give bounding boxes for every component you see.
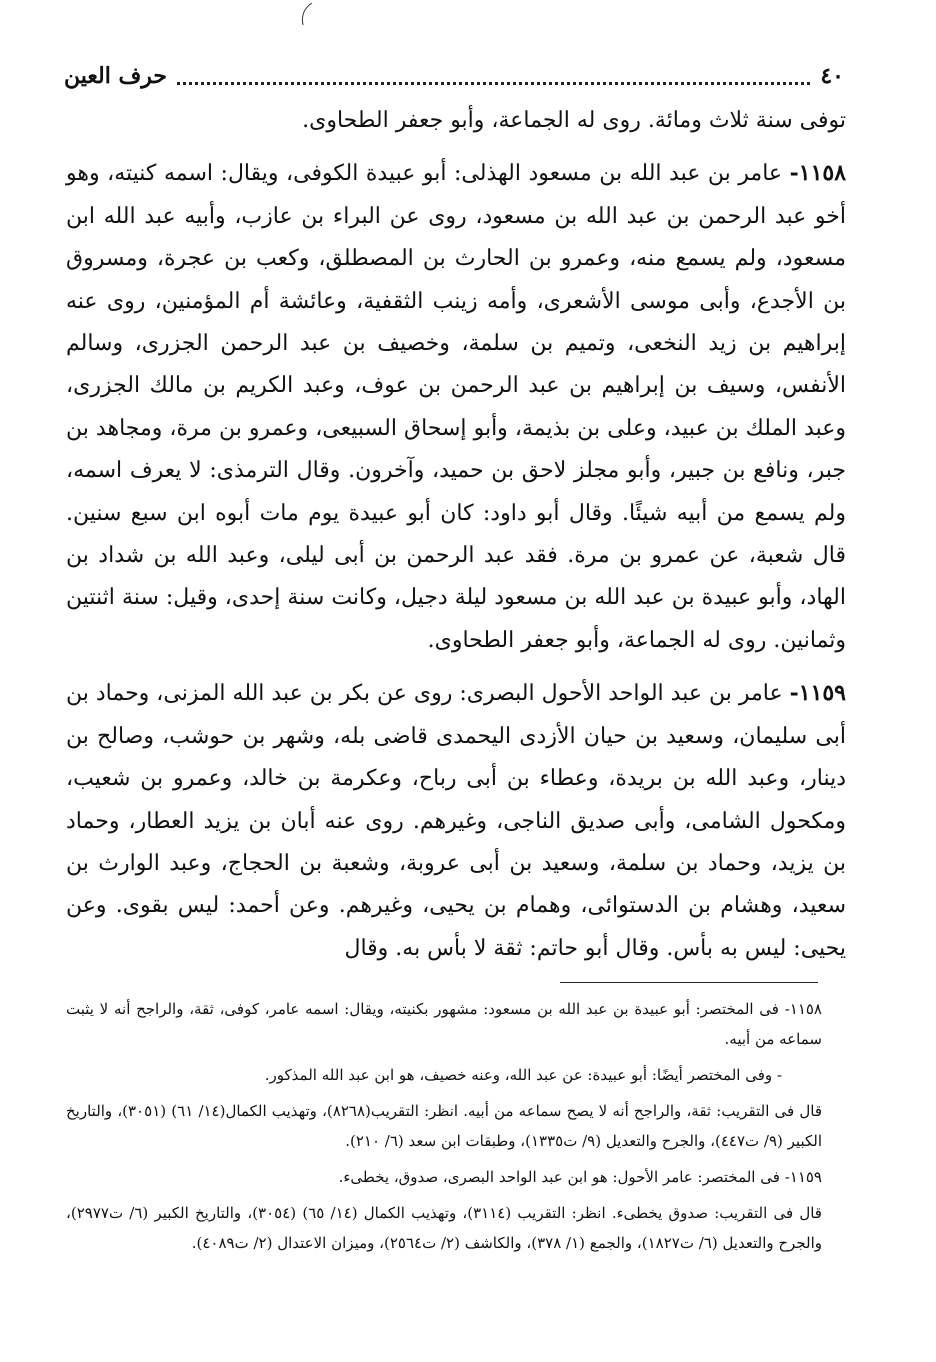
footnote-1158-b: - وفى المختصر أيضًا: أبو عبيدة: عن عبد الله، وعنه خصيف، هو ابن عبد الله المذكور.: [264, 1066, 782, 1084]
intro-line: توفى سنة ثلاث ومائة. روى له الجماعة، وأبو جعفر الطحاوى.: [302, 108, 846, 133]
footnote-1158-c: قال فى التقريب: ثقة، والراجح أنه لا يصح سماعه من أبيه. انظر: التقريب(٨٢٦٨)، وتهذيب الكمال(١٤/ ٦١) (٣٠٥١)، والتاريخ الكبير (٩/ ت٤٤٧)، والجرح والتعديل (٩/ ت١٣٣٥)، وطبقات ابن سعد (٦/ ٢١٠).: [66, 1102, 822, 1150]
page-number: ٤٠: [820, 63, 844, 89]
pen-stroke-mark: [298, 2, 316, 26]
entry-text-1158: عامر بن عبد الله بن مسعود الهذلى: أبو عبيدة الكوفى، ويقال: اسمه كنيته، وهو أخو عبد الرحمن بن عبد الله بن مسعود، روى عن البراء بن عازب، وأبيه عبد الله ابن مسعود، ولم يسمع منه، وعمرو بن الحارث بن المصطلق، وكعب بن عجرة، ومسروق بن الأجدع، وأبى موسى الأشعرى، وأمه زينب الثقفية، وعائشة أم المؤمنين، روى عنه إبراهيم بن زيد النخعى، وتميم بن سلمة، وخصيف بن عبد الرحمن الجزرى، وسالم الأنفس، وسيف بن إبراهيم بن عبد الرحمن بن عوف، وعبد الكريم بن مالك الجزرى، وعبد الملك بن عبيد، وعلى بن بذيمة، وأبو إسحاق السبيعى، وعمرو بن مرة، ومجاهد بن جبر، ونافع بن جبير، وأبو مجلز لاحق بن حميد، وآخرون. وقال الترمذى: لا يعرف اسمه، ولم يسمع من أبيه شيئًا. وقال أبو داود: كان أبو عبيدة يوم مات أبوه ابن سبع سنين. قال شعبة، عن عمرو بن مرة. فقد عبد الرحمن بن أبى ليلى، وعبد الله بن شداد بن الهاد، وأبو عبيدة بن عبد الله بن مسعود ليلة دجيل، وكانت سنة إحدى، وقيل: سنة اثنتين وثمانين. روى له الجماعة، وأبو جعفر الطحاوى.: [66, 161, 846, 653]
entry-number-1159: ١١٥٩-: [789, 680, 846, 707]
footnote-1159-b: قال فى التقريب: صدوق يخطىء. انظر: التقريب (٣١١٤)، وتهذيب الكمال (١٤/ ٦٥) (٣٠٥٤)، والتاريخ الكبير (٦/ ت٢٩٧٧)، والجرح والتعديل (٦/ ت١٨٢٧)، والجمع (١/ ٣٧٨)، والكاشف (٢/ ت٢٥٦٤)، وميزان الاعتدال (٢/ ت٤٠٨٩).: [66, 1204, 822, 1252]
entry-1159: [66, 672, 846, 970]
header-dot-leader: [177, 68, 810, 85]
page-header: [64, 60, 844, 92]
footnote-1159-a: ١١٥٩- فى المختصر: عامر الأحول: هو ابن عبد الواحد البصرى، صدوق، يخطىء.: [338, 1168, 822, 1186]
footnotes: [66, 994, 822, 1264]
entry-number-1158: ١١٥٨-: [789, 160, 847, 187]
footnote-1158-a: ١١٥٨- فى المختصر: أبو عبيدة بن عبد الله بن مسعود: مشهور بكنيته، ويقال: اسمه عامر، كوفى، ثقة، والراجح أنه لا يثبت سماعه من أبيه.: [66, 1000, 822, 1048]
section-title: حرف العين: [64, 63, 168, 89]
footnote-separator: [560, 982, 818, 983]
entry-text-1159: عامر بن عبد الواحد الأحول البصرى: روى عن بكر بن عبد الله المزنى، وحماد بن أبى سليمان، وسعيد بن حيان الأزدى اليحمدى قاضى بله، وشهر بن حوشب، وصالح بن دينار، وعبد الله بن بريدة، وعطاء بن أبى رباح، وعكرمة بن خالد، وعمرو بن شعيب، ومكحول الشامى، وأبى صديق الناجى، وغيرهم. روى عنه أبان بن يزيد العطار، وحماد بن يزيد، وحماد بن سلمة، وسعيد بن أبى عروبة، وشعبة بن الحجاج، وعبد الوارث بن سعيد، وهشام بن الدستوائى، وهمام بن يحيى، وغيرهم. وعن أحمد: ليس بقوى. وعن يحيى: ليس به بأس. وقال أبو حاتم: ثقة لا بأس به. وقال: [66, 681, 846, 961]
entry-1158: [66, 152, 846, 662]
main-text: [66, 100, 846, 980]
